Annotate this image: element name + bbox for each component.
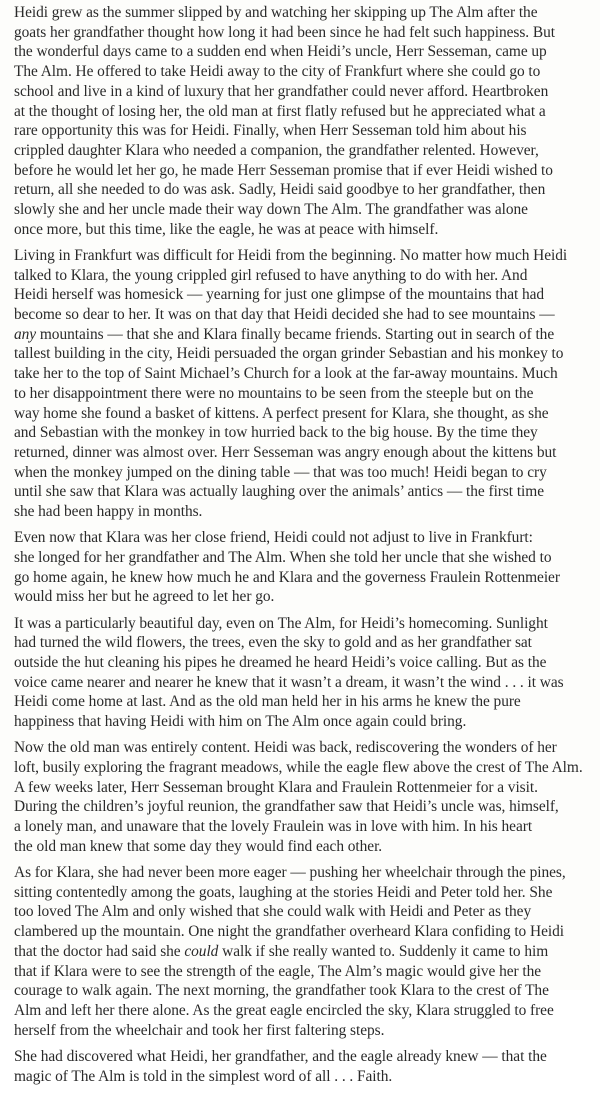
emphasized-word: any bbox=[14, 325, 37, 343]
text-line: she had been happy in months. bbox=[14, 503, 203, 521]
text-line: talked to Klara, the young crippled girl refused to have anything to do with her. And bbox=[14, 266, 528, 284]
text-line: become so dear to her. It was on that day that Heidi decided she had to see mountains — bbox=[14, 306, 555, 324]
story-text bbox=[14, 3, 598, 1093]
text-line: Alm and left her there alone. As the great eagle encircled the sky, Klara struggled to free bbox=[14, 1001, 554, 1019]
text-line: at the thought of losing her, the old man at first flatly refused but he appreciated what a bbox=[14, 102, 546, 120]
text-line: Living in Frankfurt was difficult for Heidi from the beginning. No matter how much Heidi bbox=[14, 246, 568, 264]
text-line: During the children’s joyful reunion, the grandfather saw that Heidi’s uncle was, himself, bbox=[14, 798, 559, 816]
paragraph bbox=[14, 863, 598, 1040]
text-line: She had discovered what Heidi, her grandfather, and the eagle already knew — that the bbox=[14, 1047, 547, 1065]
text-line: magic of The Alm is told in the simplest word of all . . . Faith. bbox=[14, 1067, 393, 1085]
text-line: rare opportunity this was for Heidi. Finally, when Herr Sesseman told him about his bbox=[14, 122, 527, 140]
paragraph bbox=[14, 528, 598, 607]
text-line: Heidi grew as the summer slipped by and watching her skipping up The Alm after the bbox=[14, 4, 538, 21]
text-line: she longed for her grandfather and The Alm. When she told her uncle that she wished to bbox=[14, 548, 552, 566]
text-line: Now the old man was entirely content. Heidi was back, rediscovering the wonders of her bbox=[14, 739, 557, 757]
text-line: sitting contentedly among the goats, laughing at the stories Heidi and Peter told her. She bbox=[14, 883, 553, 901]
text-line: until she saw that Klara was actually laughing over the animals’ antics — the first time bbox=[14, 483, 544, 501]
text-line: a lonely man, and unaware that the lovely Fraulein was in love with him. In his heart bbox=[14, 818, 533, 836]
paragraph bbox=[14, 1047, 598, 1086]
text-line: voice came nearer and nearer he knew that it wasn’t a dream, it wasn’t the wind . . . it was bbox=[14, 673, 564, 691]
text-line: that if Klara were to see the strength of the eagle, The Alm’s magic would give her the bbox=[14, 962, 542, 980]
text-line: go home again, he knew how much he and Klara and the governess Fraulein Rottenmeier bbox=[14, 568, 560, 586]
emphasized-word: could bbox=[184, 942, 219, 960]
text-line: any mountains — that she and Klara finally became friends. Starting out in search of the bbox=[14, 325, 555, 343]
text-line: slowly she and her uncle made their way down The Alm. The grandfather was alone bbox=[14, 201, 528, 219]
text-line: return, all she needed to do was ask. Sadly, Heidi said goodbye to her grandfather, then bbox=[14, 181, 546, 199]
text-line: the wonderful days came to a sudden end when Heidi’s uncle, Herr Sesseman, came up bbox=[14, 43, 547, 61]
text-line: goats her grandfather thought how long it had been since he had felt such happiness. But bbox=[14, 23, 555, 41]
text-line: Heidi come home at last. And as the old man held her in his arms he knew the pure bbox=[14, 693, 521, 711]
text-line: crippled daughter Klara who needed a companion, the grandfather relented. However, bbox=[14, 141, 539, 159]
text-line: herself from the wheelchair and took her first faltering steps. bbox=[14, 1021, 385, 1039]
text-line: clambered up the mountain. One night the grandfather overheard Klara confiding to Heidi bbox=[14, 923, 564, 941]
text-line: outside the hut cleaning his pipes he dreamed he heard Heidi’s voice calling. But as the bbox=[14, 654, 547, 671]
text-line: and Sebastian with the monkey in tow hurried back to the big house. By the time they bbox=[14, 424, 538, 442]
text-line: The Alm. He offered to take Heidi away to the city of Frankfurt where she could go to bbox=[14, 63, 541, 81]
paragraph bbox=[14, 738, 598, 856]
text-line: happiness that having Heidi with him on The Alm once again could bring. bbox=[14, 713, 467, 731]
text-line: tallest building in the city, Heidi persuaded the organ grinder Sebastian and his monkey to bbox=[14, 345, 564, 363]
paragraph bbox=[14, 614, 598, 732]
text-line: to her disappointment there were no mountains to be seen from the steeple but on the bbox=[14, 384, 534, 402]
text-line: before he would let her go, he made Herr Sesseman promise that if ever Heidi wished to bbox=[14, 161, 553, 179]
text-line: It was a particularly beautiful day, even on The Alm, for Heidi’s homecoming. Sunlight bbox=[14, 614, 548, 632]
text-line: take her to the top of Saint Michael’s Church for a look at the far-away mountains. Much bbox=[14, 365, 558, 383]
text-line: once more, but this time, like the eagle, he was at peace with himself. bbox=[14, 220, 439, 238]
text-line: loft, busily exploring the fragrant meadows, while the eagle flew above the crest of The Alm. bbox=[14, 759, 583, 777]
text-line: had turned the wild flowers, the trees, even the sky to gold and as her grandfather sat bbox=[14, 634, 532, 652]
text-line: the old man knew that some day they would find each other. bbox=[14, 837, 383, 855]
text-line: Even now that Klara was her close friend, Heidi could not adjust to live in Frankfurt: bbox=[14, 529, 533, 547]
text-line: As for Klara, she had never been more eager — pushing her wheelchair through the pines, bbox=[14, 864, 566, 882]
text-line: that the doctor had said she could walk if she really wanted to. Suddenly it came to him bbox=[14, 942, 549, 960]
text-line: way home she found a basket of kittens. A perfect present for Klara, she thought, as she bbox=[14, 404, 549, 422]
paragraph bbox=[14, 246, 598, 522]
text-line: returned, dinner was almost over. Herr Sesseman was angry enough about the kittens but bbox=[14, 443, 557, 461]
text-line: A few weeks later, Herr Sesseman brought Klara and Fraulein Rottenmeier for a visit. bbox=[14, 778, 538, 796]
text-line: school and live in a kind of luxury that her grandfather could never afford. Heartbroken bbox=[14, 82, 549, 100]
paragraph bbox=[14, 3, 598, 239]
text-line: when the monkey jumped on the dining table — that was too much! Heidi began to cry bbox=[14, 463, 547, 481]
text-line: Heidi herself was homesick — yearning for just one glimpse of the mountains that had bbox=[14, 286, 545, 304]
text-line: would miss her but he agreed to let her go. bbox=[14, 588, 275, 606]
text-line: too loved The Alm and only wished that she could walk with Heidi and Peter as they bbox=[14, 903, 532, 921]
text-line: courage to walk again. The next morning, the grandfather took Klara to the crest of The bbox=[14, 982, 549, 1000]
